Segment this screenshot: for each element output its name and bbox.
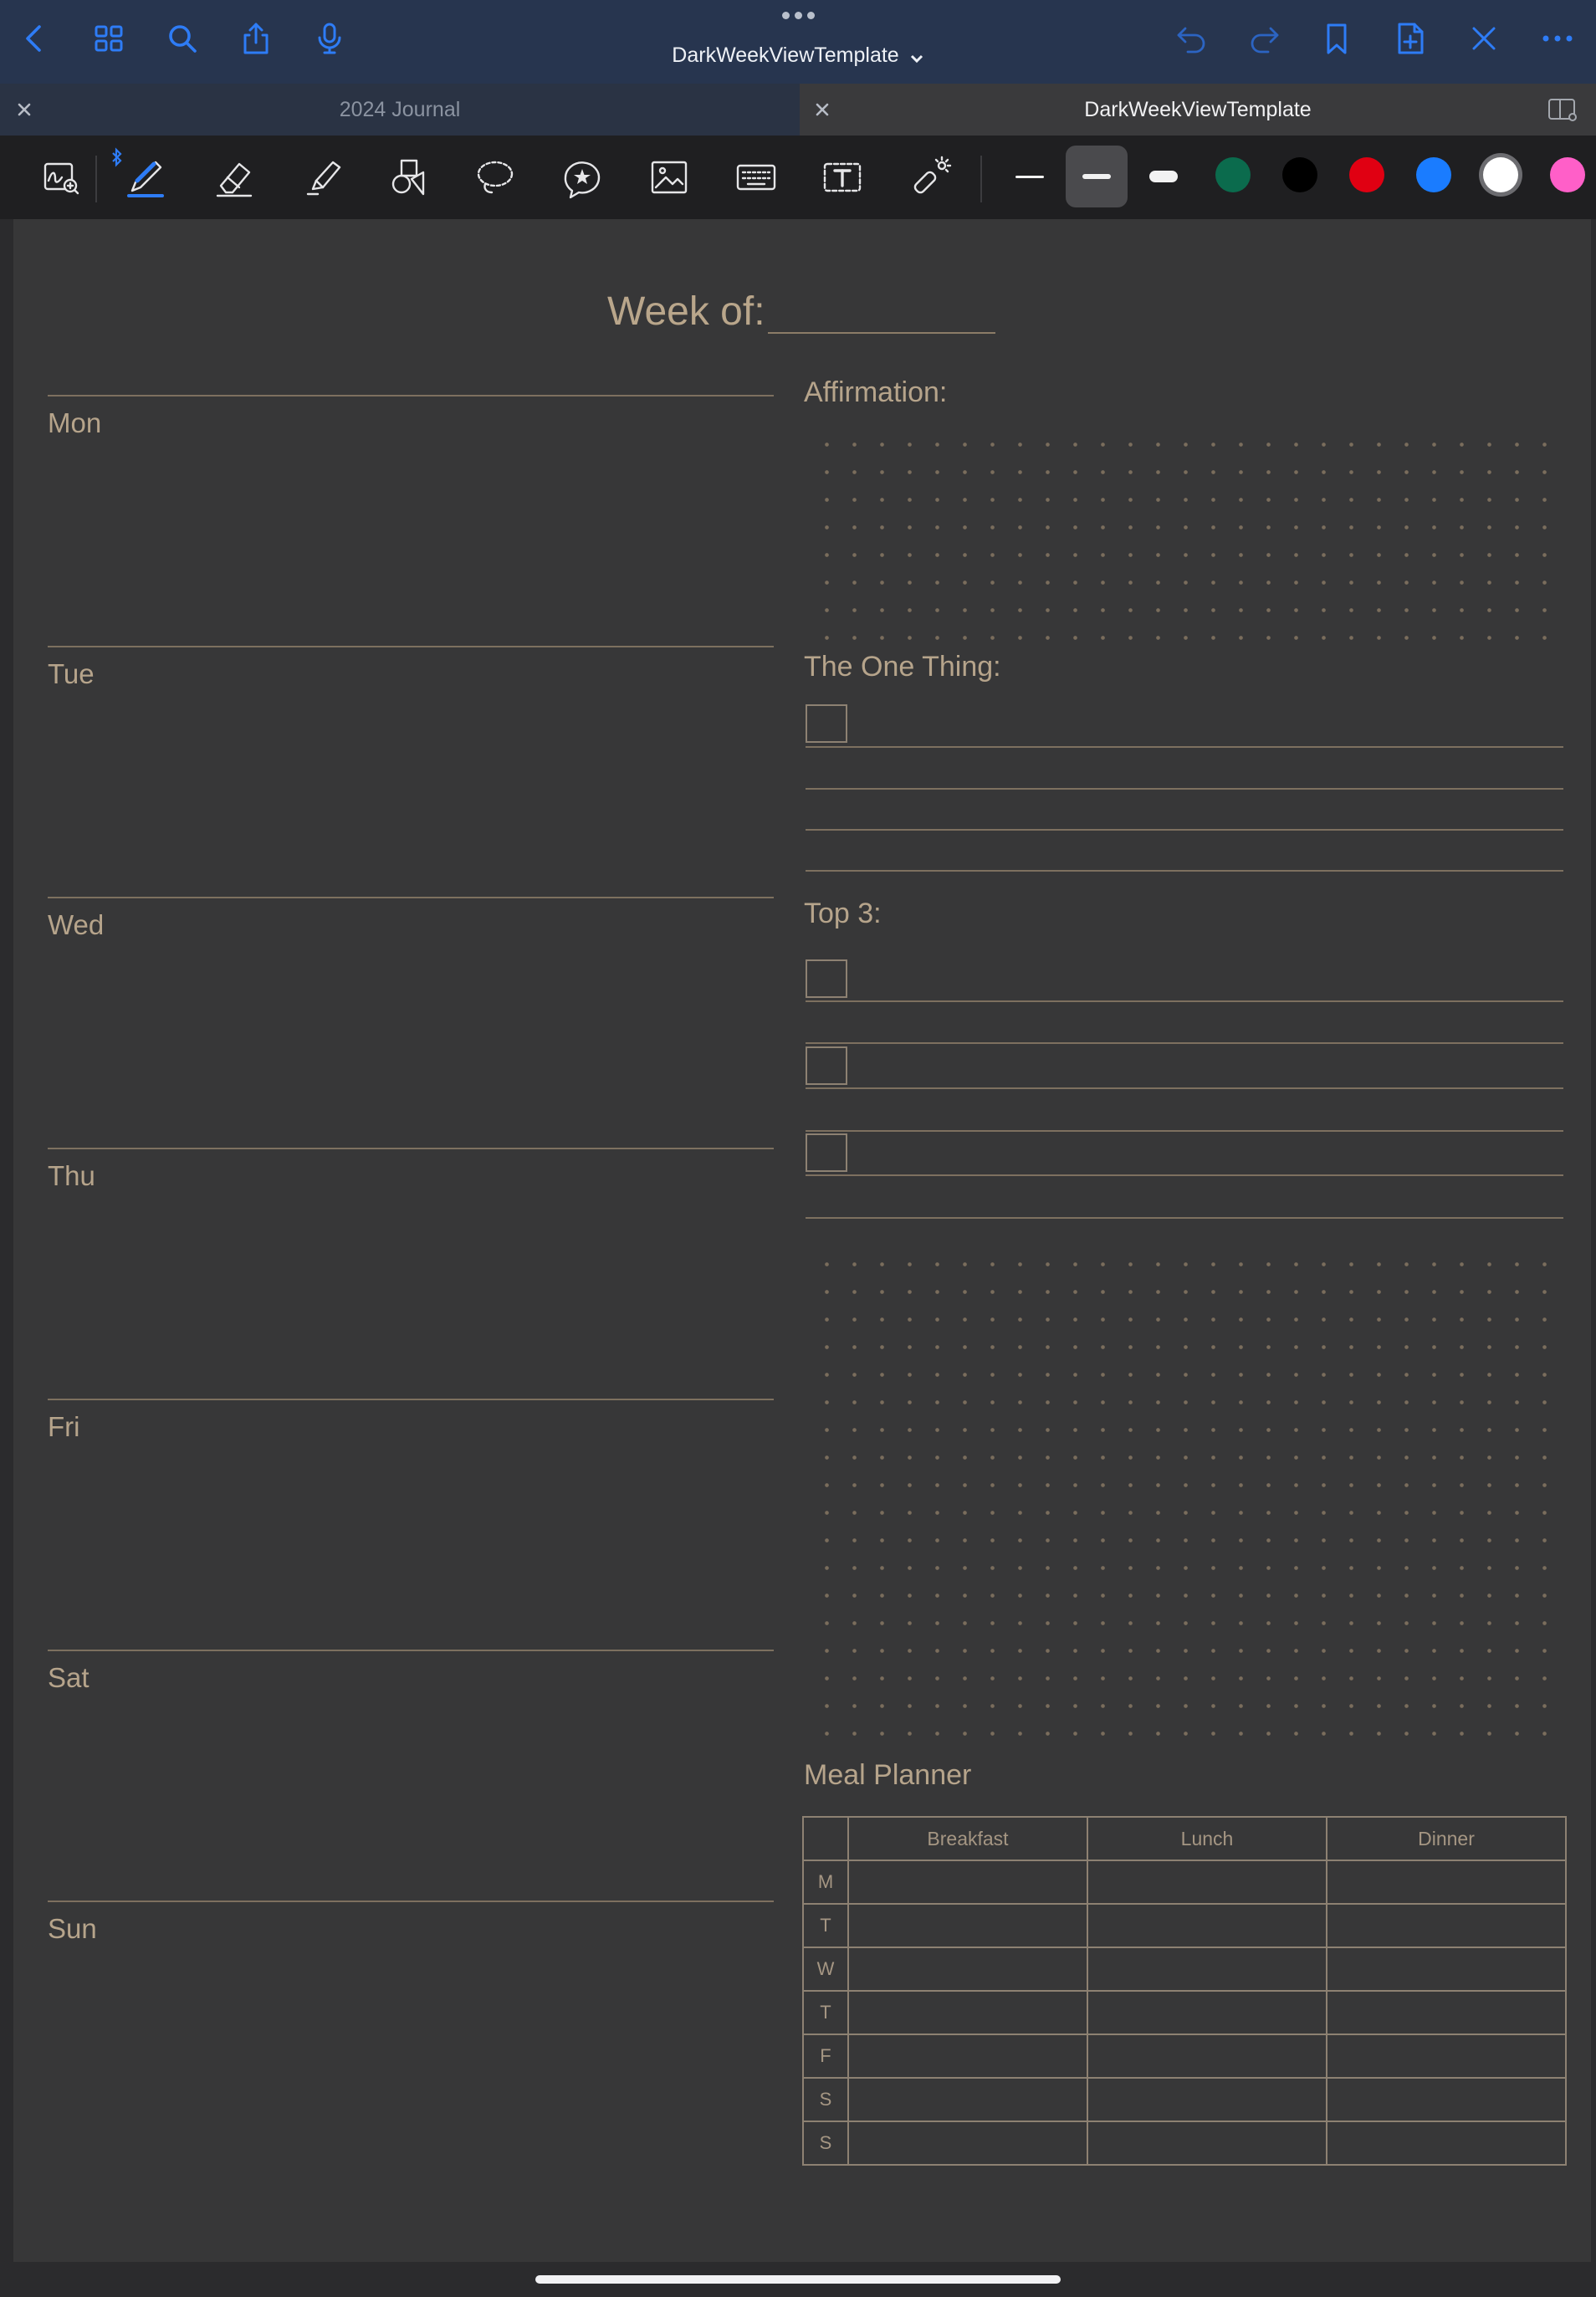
table-corner-cell bbox=[803, 1817, 848, 1860]
home-indicator[interactable] bbox=[535, 2275, 1061, 2284]
meal-cell[interactable] bbox=[848, 1947, 1087, 1991]
writing-line bbox=[806, 1130, 1563, 1132]
grid-icon[interactable] bbox=[82, 12, 136, 65]
tab-darkweekviewtemplate[interactable] bbox=[800, 84, 1596, 136]
chevron-down-icon bbox=[909, 48, 924, 63]
day-label-fri: Fri bbox=[48, 1411, 80, 1442]
close-icon[interactable] bbox=[811, 99, 833, 120]
zoom-write-icon[interactable] bbox=[30, 149, 90, 206]
thickness-thick[interactable] bbox=[1133, 146, 1194, 207]
undo-icon[interactable] bbox=[1164, 12, 1218, 65]
top3-checkbox-3[interactable] bbox=[806, 1133, 847, 1172]
eraser-icon[interactable] bbox=[204, 149, 264, 206]
table-row bbox=[803, 1991, 1566, 2034]
one-thing-checkbox[interactable] bbox=[806, 704, 847, 743]
lasso-icon[interactable] bbox=[465, 149, 525, 206]
table-row bbox=[803, 2034, 1566, 2078]
document-title-menu[interactable] bbox=[586, 38, 1010, 72]
day-label-tue: Tue bbox=[48, 658, 95, 689]
table-row bbox=[803, 1904, 1566, 1947]
sticker-icon[interactable] bbox=[552, 149, 612, 206]
meal-cell[interactable] bbox=[848, 2078, 1087, 2121]
row-label: S bbox=[803, 2121, 848, 2165]
highlighter-icon[interactable] bbox=[293, 149, 353, 206]
back-icon[interactable] bbox=[8, 12, 62, 65]
week-of-line[interactable] bbox=[768, 332, 995, 334]
affirmation-dot-grid[interactable] bbox=[805, 422, 1558, 640]
meal-cell[interactable] bbox=[848, 2121, 1087, 2165]
day-divider bbox=[48, 1148, 774, 1149]
meal-cell[interactable] bbox=[1087, 1904, 1327, 1947]
meal-cell[interactable] bbox=[1327, 2121, 1566, 2165]
column-header-lunch: Lunch bbox=[1087, 1817, 1327, 1860]
writing-line bbox=[806, 1174, 1563, 1176]
top3-checkbox-2[interactable] bbox=[806, 1046, 847, 1085]
day-divider bbox=[48, 897, 774, 898]
writing-line bbox=[806, 1000, 1563, 1002]
day-label-wed: Wed bbox=[48, 909, 105, 940]
notes-dot-grid[interactable] bbox=[805, 1242, 1558, 1740]
meal-cell[interactable] bbox=[1327, 1991, 1566, 2034]
writing-line bbox=[806, 1217, 1563, 1219]
column-header-dinner: Dinner bbox=[1327, 1817, 1566, 1860]
close-icon[interactable] bbox=[13, 99, 35, 120]
table-row bbox=[803, 2121, 1566, 2165]
writing-line bbox=[806, 788, 1563, 790]
row-label: S bbox=[803, 2078, 848, 2121]
toolbar-divider bbox=[95, 156, 97, 202]
image-icon[interactable] bbox=[639, 149, 699, 206]
keyboard-icon[interactable] bbox=[726, 149, 786, 206]
color-swatch-pink[interactable] bbox=[1550, 157, 1585, 192]
bookmark-icon[interactable] bbox=[1310, 12, 1363, 65]
microphone-icon[interactable] bbox=[303, 12, 356, 65]
day-label-mon: Mon bbox=[48, 407, 102, 438]
meal-cell[interactable] bbox=[1087, 1860, 1327, 1904]
row-label: T bbox=[803, 1904, 848, 1947]
meal-cell[interactable] bbox=[1327, 1904, 1566, 1947]
day-divider bbox=[48, 1901, 774, 1902]
toolbar-divider bbox=[980, 156, 982, 202]
writing-line bbox=[806, 746, 1563, 748]
color-swatch-blue[interactable] bbox=[1416, 157, 1451, 192]
add-page-icon[interactable] bbox=[1384, 12, 1437, 65]
tab-2024-journal[interactable] bbox=[0, 84, 800, 136]
meal-cell[interactable] bbox=[848, 1904, 1087, 1947]
redo-icon[interactable] bbox=[1238, 12, 1292, 65]
meal-cell[interactable] bbox=[1087, 1947, 1327, 1991]
thickness-medium[interactable] bbox=[1066, 146, 1128, 207]
day-divider bbox=[48, 646, 774, 647]
more-icon[interactable] bbox=[1531, 12, 1584, 65]
pen-icon[interactable] bbox=[115, 149, 176, 206]
writing-line bbox=[806, 829, 1563, 831]
document-tabs bbox=[0, 84, 1596, 136]
navigation-bar bbox=[0, 0, 1596, 84]
meal-planner-label: Meal Planner bbox=[804, 1759, 972, 1791]
text-icon[interactable] bbox=[813, 149, 873, 206]
day-label-thu: Thu bbox=[48, 1160, 95, 1191]
meal-cell[interactable] bbox=[1327, 2034, 1566, 2078]
writing-line bbox=[806, 1042, 1563, 1044]
day-divider bbox=[48, 1399, 774, 1400]
color-swatch-red[interactable] bbox=[1349, 157, 1384, 192]
table-header-row bbox=[803, 1817, 1566, 1860]
table-row bbox=[803, 1947, 1566, 1991]
writing-line bbox=[806, 1087, 1563, 1089]
row-label: F bbox=[803, 2034, 848, 2078]
week-of-label: Week of: bbox=[607, 289, 765, 334]
meal-cell[interactable] bbox=[1087, 2121, 1327, 2165]
top3-checkbox-1[interactable] bbox=[806, 959, 847, 998]
day-divider bbox=[48, 395, 774, 396]
meal-cell[interactable] bbox=[1087, 1991, 1327, 2034]
tab-label: 2024 Journal bbox=[339, 97, 461, 121]
color-swatch-white[interactable] bbox=[1483, 157, 1518, 192]
multitasking-dots[interactable] bbox=[778, 12, 818, 25]
meal-cell[interactable] bbox=[1087, 2078, 1327, 2121]
laser-pointer-icon[interactable] bbox=[900, 149, 960, 206]
meal-cell[interactable] bbox=[1327, 1860, 1566, 1904]
affirmation-label: Affirmation: bbox=[804, 376, 948, 408]
row-label: W bbox=[803, 1947, 848, 1991]
color-swatch-black[interactable] bbox=[1282, 157, 1317, 192]
meal-cell[interactable] bbox=[848, 1860, 1087, 1904]
meal-cell[interactable] bbox=[1327, 2078, 1566, 2121]
day-divider bbox=[48, 1650, 774, 1651]
split-view-icon[interactable] bbox=[1547, 97, 1578, 122]
shapes-icon[interactable] bbox=[378, 149, 438, 206]
meal-cell[interactable] bbox=[1327, 1947, 1566, 1991]
day-label-sat: Sat bbox=[48, 1662, 90, 1693]
search-icon[interactable] bbox=[156, 12, 209, 65]
writing-line bbox=[806, 870, 1563, 872]
meal-cell[interactable] bbox=[848, 1991, 1087, 2034]
meal-cell[interactable] bbox=[1087, 2034, 1327, 2078]
meal-planner-table bbox=[802, 1816, 1567, 2166]
table-row bbox=[803, 2078, 1566, 2121]
day-label-sun: Sun bbox=[48, 1913, 97, 1944]
color-swatch-green[interactable] bbox=[1215, 157, 1251, 192]
thickness-thin[interactable] bbox=[999, 146, 1061, 207]
tab-label: DarkWeekViewTemplate bbox=[1084, 97, 1312, 121]
share-icon[interactable] bbox=[229, 12, 283, 65]
row-label: T bbox=[803, 1991, 848, 2034]
one-thing-label: The One Thing: bbox=[804, 651, 1001, 683]
meal-cell[interactable] bbox=[848, 2034, 1087, 2078]
column-header-breakfast: Breakfast bbox=[848, 1817, 1087, 1860]
close-edit-icon[interactable] bbox=[1457, 12, 1511, 65]
top3-label: Top 3: bbox=[804, 898, 882, 929]
document-title: DarkWeekViewTemplate bbox=[672, 43, 899, 67]
table-row bbox=[803, 1860, 1566, 1904]
row-label: M bbox=[803, 1860, 848, 1904]
